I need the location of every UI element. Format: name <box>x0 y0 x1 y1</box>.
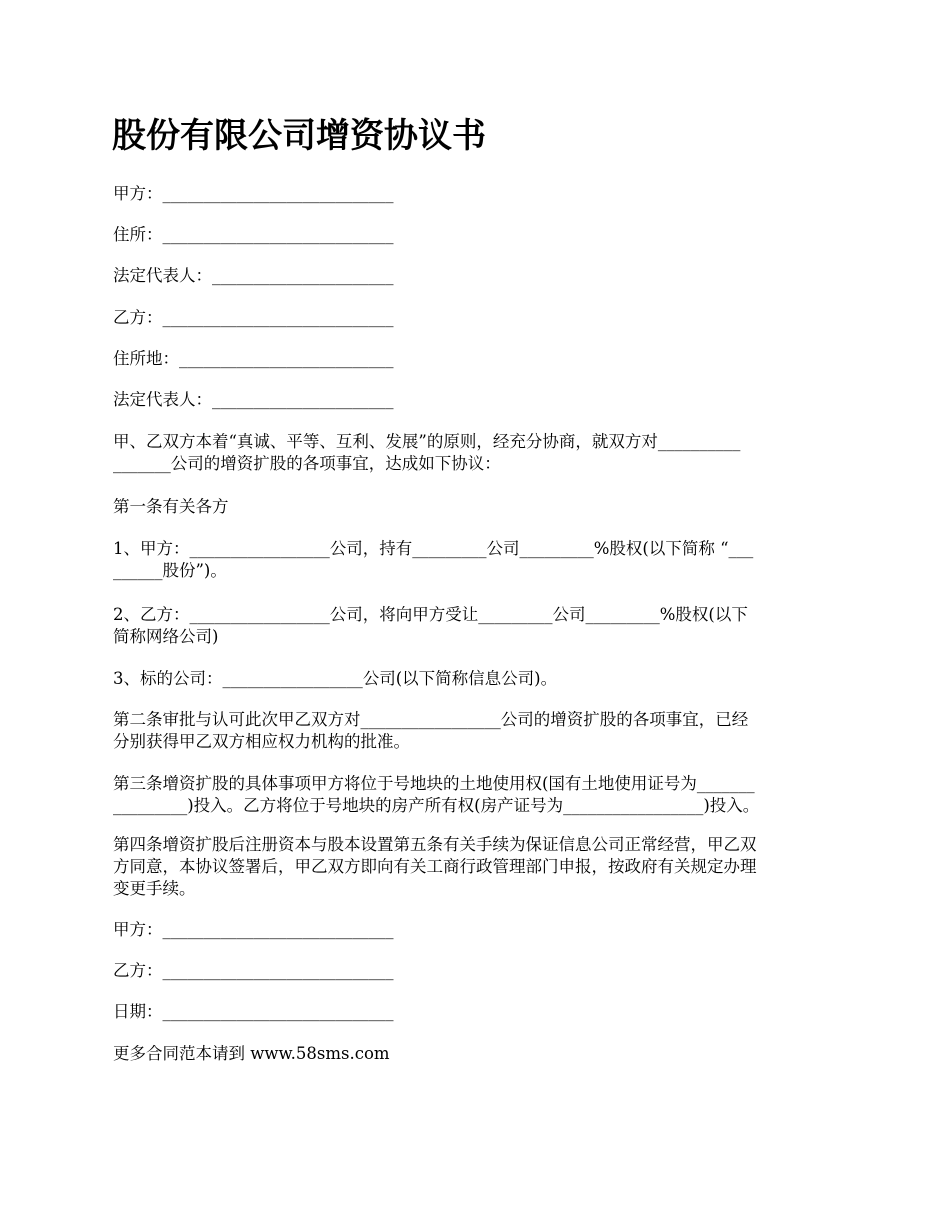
article-1-heading: 第一条有关各方 <box>113 497 229 516</box>
article-2-paragraph: 第二条审批与认可此次甲乙双方对_________________公司的增资扩股的各项事宜，已经 分别获得甲乙双方相应权力机构的批准。 <box>113 710 749 751</box>
party-a-address-line: 住所：____________________________ <box>113 225 394 244</box>
party-b-line: 乙方：____________________________ <box>113 308 394 327</box>
signature-party-a-line: 甲方：____________________________ <box>113 920 394 939</box>
article-4-paragraph: 第四条增资扩股后注册资本与股本设置第五条有关手续为保证信息公司正常经营，甲乙双 方同意，本协议签署后，甲乙双方即向有关工商行政管理部门申报，按政府有关规定办理 变更手续。 <box>113 835 757 898</box>
article-1-item-3: 3、标的公司：_________________公司(以下简称信息公司)。 <box>113 669 558 688</box>
article-1-item-1: 1、甲方：_________________公司，持有_________公司_________%股权(以下简称 “___ ______股份”)。 <box>113 539 754 580</box>
party-a-legal-rep-line: 法定代表人：______________________ <box>113 266 394 285</box>
signature-date-line: 日期：____________________________ <box>113 1002 394 1021</box>
preamble-paragraph: 甲、乙双方本着“真诚、平等、互利、发展”的原则，经充分协商，就双方对__________ _______公司的增资扩股的各项事宜，达成如下协议： <box>113 432 741 473</box>
party-b-address-line: 住所地：__________________________ <box>113 349 394 368</box>
article-3-paragraph: 第三条增资扩股的具体事项甲方将位于号地块的土地使用权(国有土地使用证号为_______ _________)投入。乙方将位于号地块的房产所有权(房产证号为_________________)投入。 <box>113 774 760 815</box>
party-b-legal-rep-line: 法定代表人：______________________ <box>113 390 394 409</box>
signature-party-b-line: 乙方：____________________________ <box>113 961 394 980</box>
article-1-item-2: 2、乙方：_________________公司，将向甲方受让_________公司_________%股权(以下 简称网络公司) <box>113 605 748 646</box>
document-title: 股份有限公司增资协议书 <box>112 116 486 156</box>
party-a-line: 甲方：____________________________ <box>113 184 394 203</box>
footer-note: 更多合同范本请到 www.58sms.com <box>113 1044 390 1063</box>
